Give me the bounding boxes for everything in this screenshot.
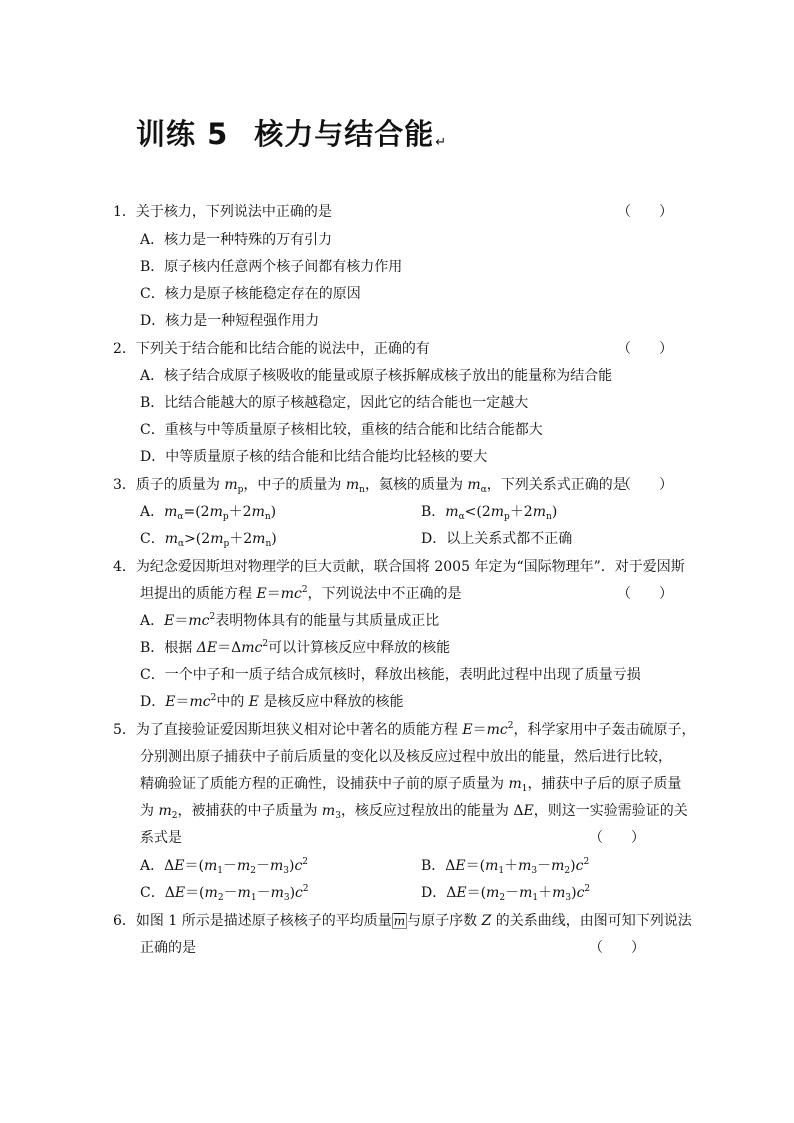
option-1a: A．核力是一种特殊的万有引力 [140,232,333,248]
question-4-continued: 坦提出的质能方程 $E=mc^2$，下列说法中不正确的是 [140,585,462,602]
question-5: 5．为了直接验证爱因斯坦狭义相对论中著名的质能方程 $E=mc^2$，科学家用中子轰击硫原子， [113,721,696,738]
question-3: 3．质子的质量为 $m_p$，中子的质量为 $m_n$，氦核的质量为 $m_\alpha$，下列关系式正确的是 [113,477,627,495]
answer-paren-3: （ ） [617,477,673,493]
average-mass-symbol: $\overline{m}$ [393,914,406,928]
option-1d: D．核力是一种短程强作用力 [140,313,320,329]
option-2c: C．重核与中等质量原子核相比较，重核的结合能和比结合能都大 [140,422,543,438]
answer-paren-1: （ ） [617,204,673,220]
answer-paren-5: （ ） [589,830,645,846]
question-2: 2．下列关于结合能和比结合能的说法中，正确的有 [113,341,430,357]
answer-paren-2: （ ） [617,341,673,357]
option-4a: A．$E=mc^2$表明物体具有的能量与其质量成正比 [140,612,440,629]
title-prefix: 训练 5 [136,117,229,151]
question-5-line-3: 精确验证了质能方程的正确性，设捕获中子前的原子质量为 $m_1$，捕获中子后的原子质量 [140,776,682,794]
title-main: 核力与结合能 [254,117,435,151]
option-2d: D．中等质量原子核的结合能和比结合能均比轻核的要大 [140,449,488,465]
option-5a: A．$\Delta E=(m_1-m_2-m_3)c^2$ [140,857,309,876]
question-6: 6．如图 1 所示是描述原子核核子的平均质量 $\overline{m}$ 与原子序数 Z 的关系曲线，由图可知下列说法 [113,913,692,929]
answer-paren-6: （ ） [589,940,645,956]
option-4b: B．根据 ΔE＝Δmc$^2$可以计算核反应中释放的核能 [140,639,451,656]
question-5-line-2: 分别测出原子捕获中子前后质量的变化以及核反应过程中放出的能量，然后进行比较， [140,749,672,765]
option-3c: C．$m_\alpha>(2m_p+2m_n)$ [140,531,277,549]
option-3d: D．以上关系式都不正确 [421,531,573,547]
option-2b: B．比结合能越大的原子核越稳定，因此它的结合能也一定越大 [140,395,529,411]
question-5-line-5: 系式是 [140,830,182,846]
paragraph-mark-icon: ↵ [435,135,448,150]
page-title [136,112,447,153]
question-6-continued: 正确的是 [140,940,196,956]
question-5-line-4: 为 $m_2$，被捕获的中子质量为 $m_3$，核反应过程放出的能量为 ΔE，则这一实验需验证的关 [140,803,688,821]
question-4: 4．为纪念爱因斯坦对物理学的巨大贡献，联合国将 2005 年定为“国际物理年”．对于爱因斯 [113,559,685,575]
option-5c: C．$\Delta E=(m_2-m_1-m_3)c^2$ [140,884,309,903]
option-5d: D．$\Delta E=(m_2-m_1+m_3)c^2$ [421,884,591,903]
option-4c: C．一个中子和一质子结合成氘核时，释放出核能，表明此过程中出现了质量亏损 [140,667,641,683]
option-1c: C．核力是原子核能稳定存在的原因 [140,286,361,302]
question-1: 1．关于核力，下列说法中正确的是 [113,204,332,220]
option-1b: B．原子核内任意两个核子间都有核力作用 [140,259,403,275]
answer-paren-4: （ ） [617,586,673,602]
option-5b: B．$\Delta E=(m_1+m_3-m_2)c^2$ [421,857,590,876]
option-2a: A．核子结合成原子核吸收的能量或原子核拆解成核子放出的能量称为结合能 [140,368,613,384]
option-4d: D．$E=mc^2$中的 E 是核反应中释放的核能 [140,693,404,710]
option-3b: B．$m_\alpha<(2m_p+2m_n)$ [421,504,558,522]
option-3a: A．$m_\alpha=(2m_p+2m_n)$ [140,504,277,522]
